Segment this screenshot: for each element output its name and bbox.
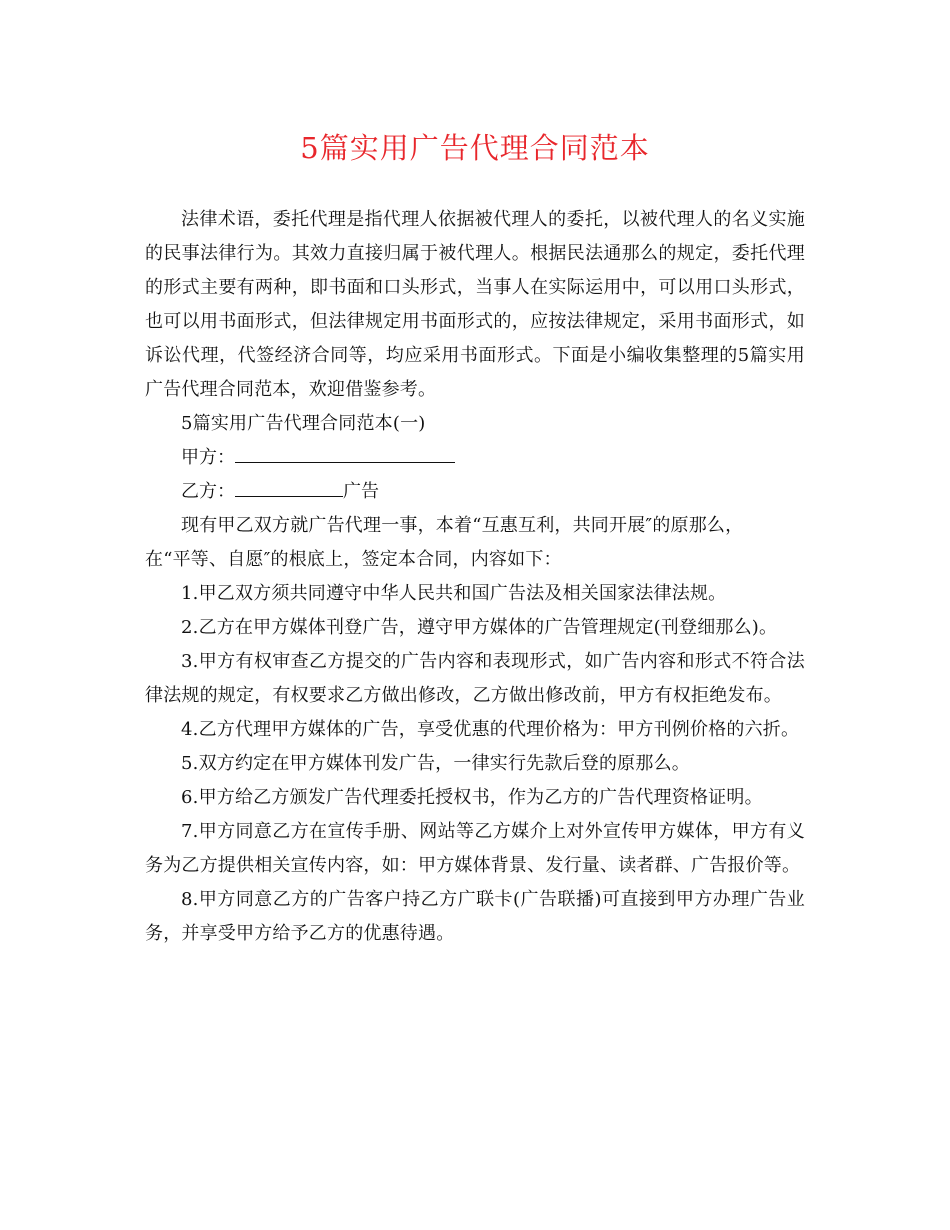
party-b-suffix: 广告 <box>343 481 379 502</box>
clause-1: 1.甲乙双方须共同遵守中华人民共和国广告法及相关国家法律法规。 <box>181 583 727 604</box>
document-title: 5篇实用广告代理合同范本 <box>300 131 650 165</box>
document-body <box>145 203 805 951</box>
clause-6: 6.甲方给乙方颁发广告代理委托授权书，作为乙方的广告代理资格证明。 <box>181 787 763 808</box>
clause-5: 5.双方约定在甲方媒体刊发广告，一律实行先款后登的原那么。 <box>181 753 690 774</box>
party-b-blank <box>235 478 343 497</box>
preamble-line-1: 现有甲乙双方就广告代理一事，本着“互惠互利，共同开展″的原那么， <box>181 515 744 536</box>
preamble-line-2: 在“平等、自愿″的根底上，签定本合同，内容如下： <box>145 549 562 570</box>
intro-paragraph: 法律术语，委托代理是指代理人依据被代理人的委托，以被代理人的名义实施的民事法律行为。其效力直接归属于被代理人。根据民法通那么的规定，委托代理的形式主要有两种，即书面和口头形式，当事人在实际运用中，可以用口头形式，也可以用书面形式，但法律规定用书面形式的，应按法律规定，采用书面形式，如诉讼代理，代签经济合同等，均应采用书面形式。下面是小编收集整理的5篇实用广告代理合同范本，欢迎借鉴参考。 <box>145 209 805 400</box>
party-a-blank <box>235 444 455 463</box>
clause-7: 7.甲方同意乙方在宣传手册、网站等乙方媒介上对外宣传甲方媒体，甲方有义务为乙方提供相关宣传内容，如：甲方媒体背景、发行量、读者群、广告报价等。 <box>145 821 805 876</box>
clause-2: 2.乙方在甲方媒体刊登广告，遵守甲方媒体的广告管理规定(刊登细那么)。 <box>181 617 778 638</box>
section-title: 5篇实用广告代理合同范本(一) <box>181 413 426 434</box>
clause-3: 3.甲方有权审查乙方提交的广告内容和表现形式，如广告内容和形式不符合法律法规的规定，有权要求乙方做出修改，乙方做出修改前，甲方有权拒绝发布。 <box>145 651 805 706</box>
party-a-line <box>145 441 805 475</box>
party-a-label: 甲方： <box>181 447 235 468</box>
clause-4: 4.乙方代理甲方媒体的广告，享受优惠的代理价格为：甲方刊例价格的六折。 <box>181 719 800 740</box>
party-b-label: 乙方： <box>181 481 235 502</box>
party-b-line <box>145 475 805 509</box>
clause-8: 8.甲方同意乙方的广告客户持乙方广联卡(广告联播)可直接到甲方办理广告业务，并享受甲方给予乙方的优惠待遇。 <box>145 889 805 944</box>
